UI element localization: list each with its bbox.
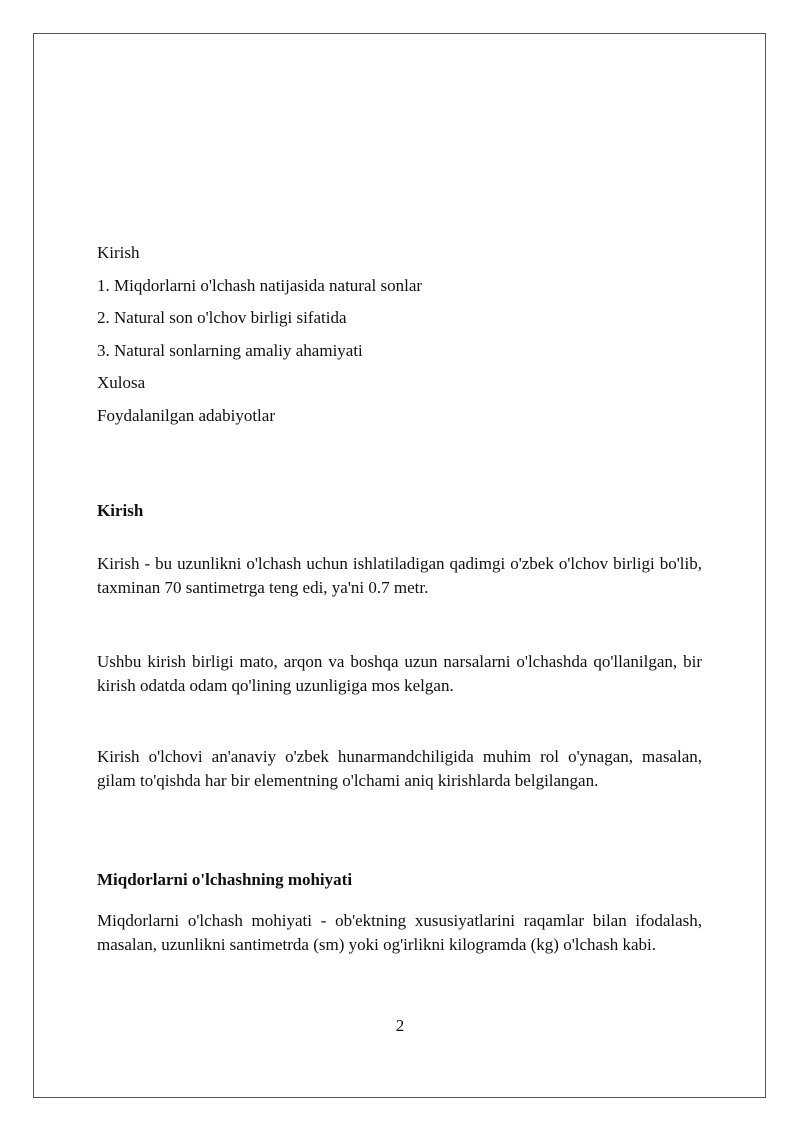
paragraph: Ushbu kirish birligi mato, arqon va boshqa uzun narsalarni o'lchashda qo'llanilgan, bir kirish odatda odam qo'lining uzunligiga mos kelgan. xyxy=(97,652,702,695)
toc-item-intro: Kirish xyxy=(97,243,140,262)
section-heading-kirish: Kirish xyxy=(97,501,144,520)
paragraph: Kirish - bu uzunlikni o'lchash uchun ishlatiladigan qadimgi o'zbek o'lchov birligi bo'lib, taxminan 70 santimetrga teng edi, ya'ni 0.7 metr. xyxy=(97,554,702,597)
toc-item-2: 2. Natural son o'lchov birligi sifatida xyxy=(97,308,347,327)
toc-item-1: 1. Miqdorlarni o'lchash natijasida natural sonlar xyxy=(97,275,423,295)
toc-item-conclusion: Xulosa xyxy=(97,373,146,392)
paragraph: Miqdorlarni o'lchash mohiyati - ob'ektning xususiyatlarini raqamlar bilan ifodalash, masalan, uzunlikni santimetrda (sm) yoki og'irlikni kilogramda (kg) o'lchash kabi. xyxy=(97,911,702,954)
toc-item-3: 3. Natural sonlarning amaliy ahamiyati xyxy=(97,340,363,360)
page-number: 2 xyxy=(395,1016,405,1035)
section-heading-measurement: Miqdorlarni o'lchashning mohiyati xyxy=(97,870,353,889)
toc-item-references: Foydalanilgan adabiyotlar xyxy=(97,405,275,425)
paragraph: Kirish o'lchovi an'anaviy o'zbek hunarmandchiligida muhim rol o'ynagan, masalan, gilam to'qishda har bir elementning o'lchami aniq kirishlarda belgilangan. xyxy=(97,747,702,790)
table-of-contents xyxy=(97,242,702,437)
